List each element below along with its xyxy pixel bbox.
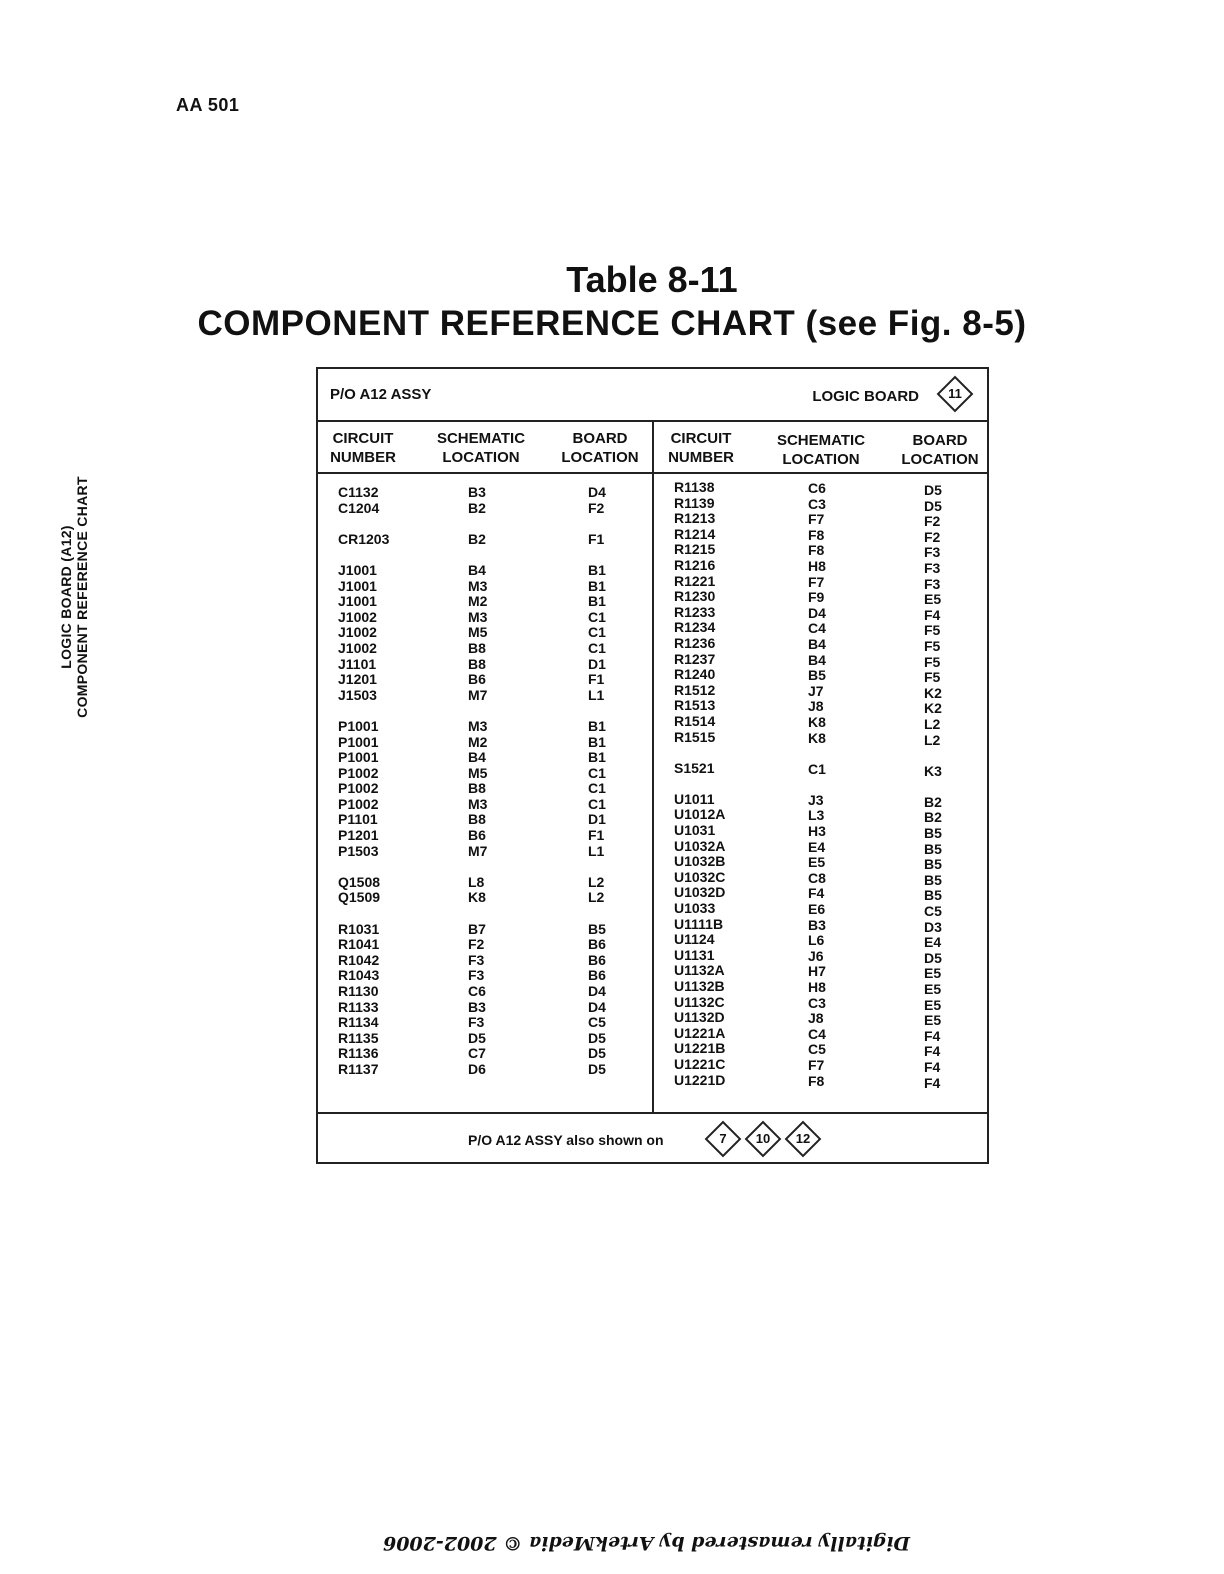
footer-also-shown-text: P/O A12 ASSY also shown on	[468, 1132, 664, 1148]
side-label-line2: COMPONENT REFERENCE CHART	[74, 476, 90, 718]
right-board-location-cell: E5	[924, 965, 942, 982]
right-schematic-location-cell: C4	[808, 1025, 826, 1042]
right-board-location-cell: B5	[924, 840, 942, 857]
right-schematic-location-cell: H7	[808, 963, 826, 980]
left-board-location-cell: B6	[588, 936, 606, 953]
right-board-location-cell: E4	[924, 934, 942, 951]
left-circuit-number-cell: R1136	[338, 1045, 379, 1062]
right-schematic-location-cell: F7	[808, 573, 825, 590]
right-schematic-location-cell: F8	[808, 542, 825, 559]
row-gap	[468, 703, 487, 719]
right-schematic-location-cell: J8	[808, 1010, 824, 1027]
right-circuit-number-cell: U1221A	[674, 1024, 726, 1041]
right-schematic-location-cell: C4	[808, 620, 826, 637]
left-board-location-cell: C1	[588, 624, 606, 641]
left-schematic-location-cell: M3	[468, 577, 488, 594]
right-circuit-number-cell: R1214	[674, 525, 716, 542]
left-schematic-location-cell: C7	[468, 1045, 486, 1062]
right-schematic-location-cell: B3	[808, 916, 826, 933]
left-schematic-location-cell: B6	[468, 827, 486, 844]
right-circuit-number-cell: R1237	[674, 650, 716, 667]
right-board-location-cell: B5	[924, 871, 942, 888]
component-reference-table	[316, 367, 989, 1164]
left-schematic-location-cell: B8	[468, 780, 486, 797]
left-board-location-cell: B6	[588, 951, 606, 968]
right-board-location-cell: K2	[924, 684, 942, 701]
right-circuit-number-cell: U1032D	[674, 884, 726, 901]
right-schematic-column	[808, 481, 826, 1089]
right-schematic-location-cell: H8	[808, 979, 826, 995]
right-board-location-cell: F4	[924, 1074, 941, 1091]
right-circuit-number-cell: U1221B	[674, 1040, 726, 1057]
left-board-location-cell: B1	[588, 561, 606, 578]
right-board-location-cell: F4	[924, 1058, 941, 1075]
left-board-location-cell: L1	[588, 686, 605, 703]
right-schematic-location-cell: E4	[808, 838, 826, 855]
left-schematic-location-cell: F2	[468, 936, 485, 953]
right-circuit-number-cell: R1233	[674, 603, 716, 620]
right-board-location-cell: B2	[924, 809, 942, 826]
right-circuit-number-cell: R1240	[674, 666, 716, 683]
right-circuit-number-cell: U1012A	[674, 806, 726, 823]
row-gap	[338, 906, 389, 922]
left-circuit-number-cell: R1043	[338, 967, 380, 984]
right-board-location-cell: L2	[924, 715, 941, 732]
right-circuit-number-cell: R1236	[674, 634, 716, 651]
left-board-location-cell: L1	[588, 842, 605, 859]
right-board-location-cell: F3	[924, 575, 941, 592]
right-board-location-cell: E5	[924, 981, 942, 997]
left-board-location-cell: C1	[588, 780, 606, 797]
right-schematic-location-cell: K8	[808, 713, 826, 730]
left-schematic-location-cell: M3	[468, 608, 488, 625]
left-circuit-number-cell: C1204	[338, 499, 380, 516]
right-schematic-location-cell: K8	[808, 729, 826, 746]
left-schematic-location-cell: B7	[468, 920, 486, 937]
board-diagram-number: 11	[948, 386, 962, 401]
row-gap	[808, 777, 826, 793]
left-board-location-cell: D5	[588, 1060, 606, 1077]
left-circuit-number-cell: P1101	[338, 811, 378, 828]
left-circuit-number-cell: Q1509	[338, 889, 381, 906]
left-circuit-number-cell: J1101	[338, 655, 377, 672]
right-board-location-cell: E5	[924, 996, 942, 1013]
row-gap	[588, 547, 606, 563]
left-circuit-number-cell: R1137	[338, 1060, 379, 1077]
left-board-location-cell: F1	[588, 530, 605, 547]
right-circuit-number-cell: U1132A	[674, 962, 725, 979]
right-circuit-number-cell: U1032A	[674, 837, 726, 854]
diagram-reference-number: 7	[719, 1131, 727, 1146]
remaster-credit: Digitally remastered by ArtekMedia © 2002-2006	[383, 1532, 910, 1554]
left-board-location-cell: C1	[588, 639, 606, 656]
page-id: AA 501	[176, 95, 240, 115]
left-circuit-number-cell: R1130	[338, 983, 379, 999]
right-circuit-number-cell: R1234	[674, 619, 716, 636]
row-gap	[588, 703, 606, 719]
row-gap	[924, 748, 942, 764]
row-gap	[808, 746, 826, 762]
left-board-location-cell: F2	[588, 499, 605, 516]
right-schematic-location-cell: B4	[808, 635, 826, 652]
left-board-location-cell: D5	[588, 1029, 606, 1046]
left-schematic-location-cell: B4	[468, 749, 486, 766]
right-board-location-cell: F4	[924, 1027, 941, 1044]
left-board-location-cell: D4	[588, 998, 606, 1015]
left-board-location-cell: B1	[588, 733, 606, 750]
right-schematic-location-cell: C8	[808, 869, 826, 886]
left-schematic-location-cell: B2	[468, 530, 486, 547]
left-circuit-number-cell: R1133	[338, 998, 379, 1015]
table-footer	[318, 1112, 987, 1164]
left-board-location-cell: B5	[588, 920, 606, 937]
right-schematic-location-cell: C3	[808, 994, 826, 1011]
right-schematic-location-cell: F8	[808, 1072, 825, 1089]
left-circuit-number-cell: P1503	[338, 842, 379, 859]
row-gap	[674, 776, 725, 792]
right-circuit-number-cell: U1132D	[674, 1009, 725, 1026]
right-board-location-cell: F3	[924, 544, 941, 561]
right-circuit-number-cell: R1230	[674, 588, 716, 605]
left-circuit-number-cell: Q1508	[338, 873, 381, 890]
left-board-location-cell: C1	[588, 608, 606, 625]
right-schematic-location-cell: L6	[808, 932, 825, 949]
left-circuit-number-cell: J1001	[338, 561, 377, 578]
right-circuit-number-cell: R1514	[674, 712, 716, 729]
right-schematic-location-cell: H8	[808, 557, 826, 574]
right-board-location-cell: D5	[924, 949, 942, 966]
circuit-number-header-right: CIRCUIT NUMBER	[668, 430, 734, 466]
left-schematic-location-cell: B6	[468, 671, 486, 688]
left-circuit-number-cell: P1001	[338, 717, 379, 734]
left-schematic-location-cell: B8	[468, 655, 486, 672]
table-number: Table 8-11	[566, 259, 738, 300]
right-board-location-cell: F3	[924, 559, 941, 576]
right-board-location-cell: C5	[924, 903, 942, 920]
right-board-location-cell: E5	[924, 591, 942, 608]
left-schematic-location-cell: M3	[468, 717, 488, 734]
left-circuit-number-cell: R1135	[338, 1029, 379, 1046]
assembly-label: P/O A12 ASSY	[330, 386, 432, 403]
left-circuit-number-cell: P1002	[338, 780, 379, 797]
left-schematic-location-cell: F3	[468, 951, 485, 968]
left-board-location-cell: D4	[588, 983, 606, 999]
left-circuit-number-cell: J1002	[338, 608, 377, 625]
left-circuit-number-cell: P1001	[338, 733, 379, 750]
right-schematic-location-cell: J8	[808, 698, 824, 715]
column-divider	[652, 422, 654, 1114]
row-gap	[924, 779, 942, 795]
right-board-location-cell: F5	[924, 622, 941, 639]
right-board-location-cell: F4	[924, 1043, 941, 1060]
left-circuit-number-cell: J1001	[338, 577, 377, 594]
left-schematic-location-cell: B8	[468, 639, 486, 656]
row-gap	[468, 859, 487, 875]
left-schematic-location-cell: C6	[468, 983, 486, 999]
right-circuit-number-cell: R1512	[674, 681, 716, 698]
right-circuit-number-cell: U1031	[674, 822, 716, 839]
right-schematic-location-cell: F4	[808, 885, 825, 902]
right-schematic-location-cell: J6	[808, 947, 824, 964]
left-circuit-number-cell: R1134	[338, 1014, 379, 1031]
right-schematic-location-cell: B5	[808, 667, 826, 684]
board-location-header: BOARD LOCATION	[561, 430, 639, 466]
left-schematic-location-cell: M5	[468, 764, 488, 781]
row-gap	[588, 859, 606, 875]
right-board-location-cell: B5	[924, 887, 942, 904]
right-board-location-cell: B5	[924, 825, 942, 842]
left-circuit-number-cell: J1001	[338, 593, 377, 610]
left-board-location-cell: F1	[588, 671, 605, 688]
left-circuit-number-cell: P1002	[338, 764, 379, 781]
right-circuit-column	[674, 480, 725, 1088]
board-location-header-right: BOARD LOCATION	[901, 432, 979, 468]
left-schematic-location-cell: M5	[468, 624, 488, 641]
right-board-location-cell: F2	[924, 513, 941, 530]
left-circuit-number-cell: J1002	[338, 639, 377, 656]
left-schematic-location-cell: B2	[468, 499, 486, 516]
right-schematic-location-cell: J3	[808, 791, 824, 808]
row-gap	[468, 547, 487, 563]
left-board-location-cell: B1	[588, 577, 606, 594]
left-board-location-cell: D1	[588, 811, 606, 828]
left-board-location-cell: L2	[588, 873, 605, 890]
right-schematic-location-cell: C3	[808, 495, 826, 512]
right-schematic-location-cell: C5	[808, 1041, 826, 1058]
right-circuit-number-cell: U1032C	[674, 868, 726, 885]
right-circuit-number-cell: R1513	[674, 697, 716, 714]
left-circuit-number-cell: P1201	[338, 827, 379, 844]
left-schematic-location-cell: M7	[468, 686, 488, 703]
schematic-location-header: SCHEMATIC LOCATION	[436, 430, 526, 466]
row-gap	[338, 859, 389, 875]
left-board-location-cell: D1	[588, 655, 606, 672]
left-circuit-number-cell: J1503	[338, 686, 377, 703]
left-circuit-column	[338, 485, 389, 1078]
row-gap	[588, 906, 606, 922]
row-gap	[468, 516, 487, 532]
right-board-location-cell: F5	[924, 669, 941, 686]
left-board-location-cell: F1	[588, 827, 605, 844]
right-board-location-cell: K2	[924, 700, 942, 717]
left-circuit-number-cell: J1201	[338, 671, 377, 688]
left-board-location-cell: L2	[588, 889, 605, 906]
right-circuit-number-cell: R1216	[674, 556, 716, 573]
left-schematic-location-cell: M2	[468, 593, 488, 610]
left-schematic-location-cell: D5	[468, 1029, 486, 1046]
left-circuit-number-cell: CR1203	[338, 530, 390, 547]
right-board-location-cell: B2	[924, 793, 942, 810]
right-schematic-location-cell: F7	[808, 511, 825, 528]
right-circuit-number-cell: R1138	[674, 479, 715, 495]
left-board-location-cell: B6	[588, 967, 606, 984]
right-board-column	[924, 483, 942, 1091]
right-circuit-number-cell: U1131	[674, 946, 715, 963]
left-board-location-cell: B1	[588, 749, 606, 766]
right-schematic-location-cell: C1	[808, 760, 826, 777]
right-circuit-number-cell: R1139	[674, 494, 715, 511]
side-label	[58, 452, 90, 742]
left-schematic-location-cell: M7	[468, 842, 488, 859]
left-schematic-location-cell: F3	[468, 967, 485, 984]
right-board-location-cell: D5	[924, 482, 942, 498]
right-board-location-cell: E5	[924, 1012, 942, 1029]
right-circuit-number-cell: R1515	[674, 728, 716, 745]
left-circuit-number-cell: J1002	[338, 624, 377, 641]
page-title	[0, 258, 1224, 346]
right-circuit-number-cell: U1132C	[674, 993, 725, 1010]
left-schematic-location-cell: M3	[468, 795, 488, 812]
left-schematic-location-cell: B3	[468, 998, 486, 1015]
left-board-location-cell: C1	[588, 795, 606, 812]
right-circuit-number-cell: R1215	[674, 541, 716, 558]
right-board-location-cell: F5	[924, 637, 941, 654]
right-schematic-location-cell: L3	[808, 807, 825, 824]
diagram-reference-number: 10	[755, 1131, 771, 1146]
right-circuit-number-cell: S1521	[674, 759, 715, 776]
right-board-location-cell: K3	[924, 762, 942, 779]
right-board-location-cell: F4	[924, 606, 941, 623]
left-schematic-column	[468, 485, 487, 1078]
right-board-location-cell: D5	[924, 497, 942, 514]
left-circuit-number-cell: R1042	[338, 951, 380, 968]
left-schematic-location-cell: F3	[468, 1014, 485, 1031]
right-board-location-cell: F2	[924, 528, 941, 545]
right-board-location-cell: B5	[924, 856, 942, 873]
row-gap	[468, 906, 487, 922]
side-label-line1: LOGIC BOARD (A12)	[58, 525, 74, 669]
right-circuit-number-cell: U1221D	[674, 1071, 726, 1088]
left-board-column	[588, 485, 606, 1078]
left-schematic-location-cell: L8	[468, 873, 485, 890]
right-circuit-number-cell: U1032B	[674, 853, 726, 870]
diagram-reference-number: 12	[795, 1131, 811, 1146]
right-schematic-location-cell: B4	[808, 651, 826, 668]
right-schematic-location-cell: F7	[808, 1056, 825, 1073]
right-circuit-number-cell: R1221	[674, 572, 716, 589]
left-circuit-number-cell: C1132	[338, 484, 379, 500]
right-schematic-location-cell: J7	[808, 682, 824, 699]
left-board-location-cell: D4	[588, 484, 606, 500]
right-schematic-location-cell: D4	[808, 604, 826, 621]
left-board-location-cell: D5	[588, 1045, 606, 1062]
right-schematic-location-cell: C6	[808, 480, 826, 496]
left-schematic-location-cell: D6	[468, 1060, 486, 1077]
right-schematic-location-cell: F9	[808, 589, 825, 606]
row-gap	[674, 745, 725, 761]
left-circuit-number-cell: P1001	[338, 749, 379, 766]
left-board-location-cell: B1	[588, 717, 606, 734]
left-schematic-location-cell: M2	[468, 733, 488, 750]
right-schematic-location-cell: E5	[808, 854, 826, 871]
right-circuit-number-cell: U1111B	[674, 915, 724, 932]
row-gap	[588, 516, 606, 532]
schematic-location-header-right: SCHEMATIC LOCATION	[776, 432, 866, 468]
left-board-location-cell: C1	[588, 764, 606, 781]
left-circuit-number-cell: P1002	[338, 795, 379, 812]
right-board-location-cell: F5	[924, 653, 941, 670]
table-header-row	[318, 369, 987, 422]
board-label: LOGIC BOARD	[812, 388, 919, 405]
left-circuit-number-cell: R1041	[338, 936, 380, 953]
left-schematic-location-cell: B4	[468, 561, 486, 578]
table-title: COMPONENT REFERENCE CHART (see Fig. 8-5)	[197, 304, 1027, 343]
left-schematic-location-cell: B3	[468, 484, 486, 500]
right-circuit-number-cell: U1011	[674, 790, 715, 807]
left-board-location-cell: C5	[588, 1014, 606, 1031]
row-gap	[338, 703, 389, 719]
right-board-location-cell: L2	[924, 731, 941, 748]
left-schematic-location-cell: K8	[468, 889, 486, 906]
left-circuit-number-cell: R1031	[338, 920, 380, 937]
row-gap	[338, 516, 389, 532]
right-circuit-number-cell: U1124	[674, 931, 715, 948]
right-circuit-number-cell: U1033	[674, 900, 716, 917]
right-circuit-number-cell: R1213	[674, 510, 716, 527]
left-board-location-cell: B1	[588, 593, 606, 610]
right-board-location-cell: D3	[924, 918, 942, 935]
right-circuit-number-cell: U1221C	[674, 1055, 726, 1072]
circuit-number-header: CIRCUIT NUMBER	[330, 430, 396, 466]
right-schematic-location-cell: E6	[808, 901, 826, 918]
row-gap	[338, 547, 389, 563]
right-schematic-location-cell: H3	[808, 823, 826, 840]
right-circuit-number-cell: U1132B	[674, 978, 725, 994]
left-schematic-location-cell: B8	[468, 811, 486, 828]
right-schematic-location-cell: F8	[808, 526, 825, 543]
